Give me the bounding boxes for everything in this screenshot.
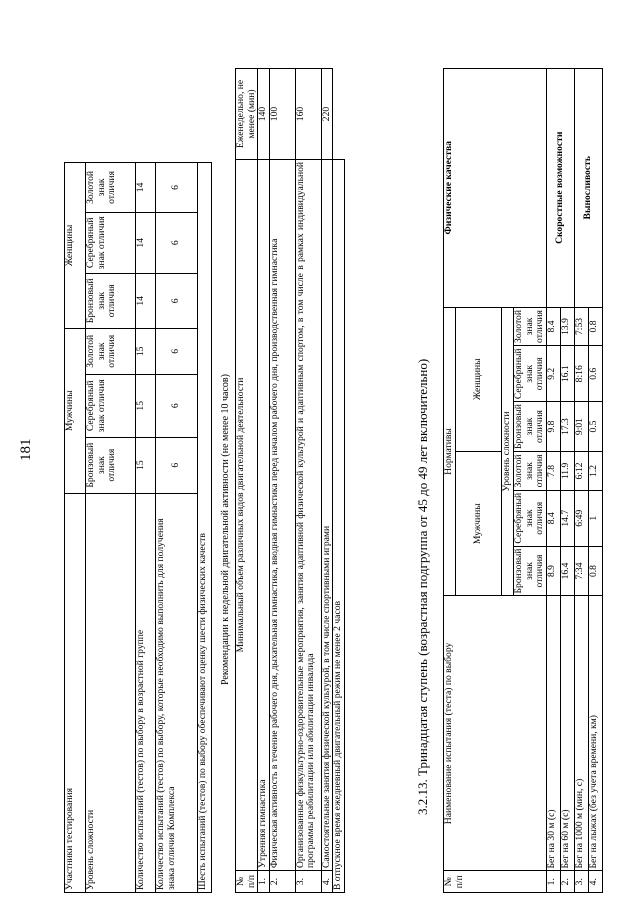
row-number: 2. [561,871,575,893]
test-name: Бег на 1000 м (мин, с) [575,596,589,871]
page-number: 181 [18,438,34,461]
row-number: 3. [295,871,321,893]
activity-text: Утренняя гимнастика [258,159,270,870]
men-silver-header: Серебряный знак отличия [86,374,136,437]
table-cell: 6 [156,163,198,213]
table-cell: 8.9 [547,546,561,596]
activity-table-caption: Рекомендации к недельной двигательной активности (не менее 10 часов) [220,374,231,685]
tests-count-label: Количество испытаний (тестов) по выбору в возрастной группе [136,493,156,892]
test-name-header: Наименование испытания (теста) по выбору [444,596,547,871]
table-cell: 15 [136,437,156,493]
table-cell: 8.4 [547,490,561,546]
participants-header: Участники тестирования [65,493,86,892]
women-silver-header: Серебряный знак отличия [86,212,136,273]
men-bronze-header: Бронзовый знак отличия [86,437,136,493]
table-cell: 9.8 [547,402,561,452]
table-cell: 7:53 [575,307,589,346]
table-cell: 15 [136,374,156,437]
table-cell: 14.7 [561,490,575,546]
activity-name-header: Минимальный объем различных видов двигательной деятельности [236,159,258,870]
table-cell: 6:49 [575,490,589,546]
physical-qualities-header: Физические качества [444,69,547,308]
table-cell: 7.8 [547,451,561,490]
table-cell: 16.4 [561,546,575,596]
quality-speed: Скоростные возможности [547,69,575,308]
test-name: Бег на 60 м (с) [561,596,575,871]
row-number: 4. [589,871,603,893]
quality-endurance: Выносливость [575,69,603,308]
table-cell: 6 [156,328,198,374]
norms-table [443,68,603,893]
table-cell: 1.2 [589,451,603,490]
women-gold-header: Золотой знак отличия [86,163,136,213]
bronze-header: Бронзовый знак отличия [514,546,547,596]
table-cell: 17.3 [561,402,575,452]
table-cell: 0.8 [589,307,603,346]
weekly-minutes-header: Еженедельно, не менее (мин) [236,69,258,160]
norms-header: Нормативы [444,307,456,596]
norms-men-header: Мужчины [456,451,502,595]
table-cell: 15 [136,328,156,374]
activity-text: Физическая активность в течение рабочего дня, дыхательная гимнастика, вводная гимнастика перед началом рабочего дня, производственная гимнастика [269,159,295,870]
table-cell: 7:34 [575,546,589,596]
table-cell: 9:01 [575,402,589,452]
row-number: 4. [321,871,333,893]
norms-level-header: Уровень сложности [502,307,514,596]
table-cell: 13.9 [561,307,575,346]
weekly-activity-table [235,68,345,893]
table-cell: 16.1 [561,346,575,402]
test-name: Бег на лыжах (без учета времени, км) [589,596,603,871]
table-cell: 9.2 [547,346,561,402]
required-tests-label: Количество испытаний (тестов) по выбору, которые необходимо выполнить для получения знака отличия Комплекса [156,493,198,892]
activity-minutes: 220 [321,69,333,160]
table1-footer: Шесть испытаний (тестов) по выбору обеспечивают оценку шести физических качеств [198,163,212,893]
gold-header: Золотой знак отличия [514,451,547,490]
table-cell: 0.5 [589,402,603,452]
table2-footer: В отпускное время ежедневный двигательный режим не менее 2 часов [333,159,345,892]
section-title: 3.2.13. Тринадцатая ступень (возрастная подгруппа от 45 до 49 лет включительно) [415,358,430,815]
activity-text: Организованные физкультурно-оздоровительные мероприятия, занятия адаптивной физической культурой и адаптивным спортом, в том числе в рамках индивидуальной программы реабилитации или абилитации инвалида [295,159,321,870]
activity-minutes: 100 [269,69,295,160]
test-name: Бег на 30 м (с) [547,596,561,871]
activity-minutes: 140 [258,69,270,160]
row-number: 1. [258,871,270,893]
table-cell: 8.4 [547,307,561,346]
women-bronze-header: Бронзовый знак отличия [86,273,136,328]
norms-num-header: № п/п [444,871,547,893]
table-cell: 6 [156,374,198,437]
table-cell: 0.8 [589,546,603,596]
num-header: № п/п [236,871,258,893]
activity-minutes: 160 [295,69,321,160]
table-cell: 1 [589,490,603,546]
table-cell: 14 [136,163,156,213]
silver-header: Серебряный знак отличия [514,346,547,402]
norms-women-header: Женщины [456,307,502,451]
badge-requirements-table [64,68,212,893]
row-number: 2. [269,871,295,893]
table-cell: 14 [136,273,156,328]
level-header: Уровень сложности [86,493,136,892]
table-cell: 6 [156,273,198,328]
gold-header: Золотой знак отличия [514,307,547,346]
table-cell: 11.9 [561,451,575,490]
table-cell: 0.6 [589,346,603,402]
men-gold-header: Золотой знак отличия [86,328,136,374]
table-cell: 6:12 [575,451,589,490]
table-cell: 14 [136,212,156,273]
bronze-header: Бронзовый знак отличия [514,402,547,452]
table-cell: 8:16 [575,346,589,402]
row-number: 1. [547,871,561,893]
table-cell: 6 [156,212,198,273]
silver-header: Серебряный знак отличия [514,490,547,546]
men-header: Мужчины [65,328,86,493]
activity-text: Самостоятельные занятия физической культурой, в том числе спортивными играми [321,159,333,870]
row-number: 3. [575,871,589,893]
table-cell: 6 [156,437,198,493]
women-header: Женщины [65,163,86,329]
